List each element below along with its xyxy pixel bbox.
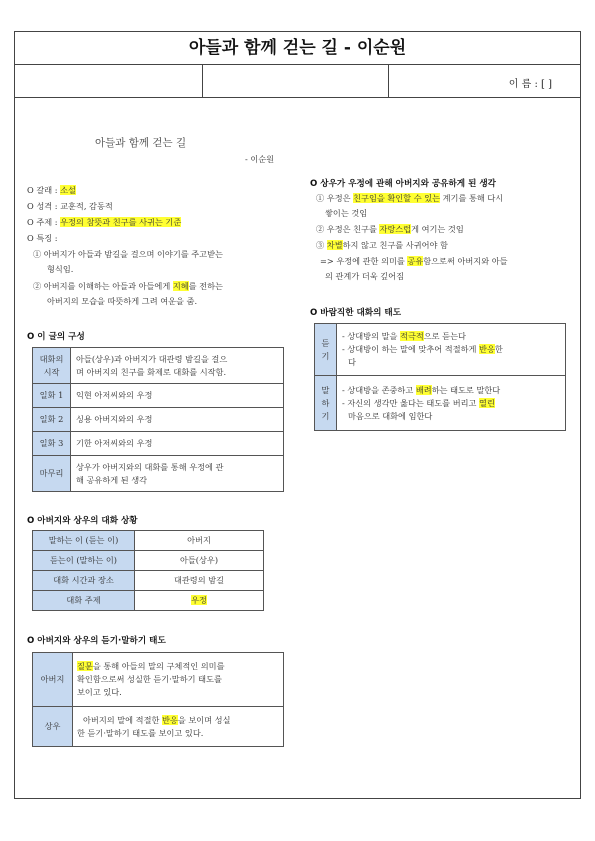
info-row <box>15 65 580 98</box>
situation-table <box>32 530 264 611</box>
shared-line-1c: 쌓이는 것임 <box>325 208 368 218</box>
manner-label-speak: 말 하 기 <box>315 376 337 431</box>
structure-label: 일화 3 <box>33 432 71 456</box>
situation-value: 우정 <box>135 591 264 611</box>
situation-label: 말하는 이 (듣는 이) <box>33 531 135 551</box>
structure-text: 기한 아저씨와의 우정 <box>71 432 284 456</box>
structure-table <box>32 347 284 492</box>
attitude-son-text: 아버지의 말에 적절한 반응을 보이며 성실 한 듣기·말하기 태도를 보이고 있다. <box>73 707 284 747</box>
attitude-table <box>32 652 284 747</box>
structure-text: 아들(상우)과 아버지가 대관령 밤길을 걸으 며 아버지의 친구를 화제로 대화를 시작함. <box>71 348 284 384</box>
feature-1b: 형식임. <box>47 264 74 274</box>
shared-heading: O 상우가 우정에 관해 아버지와 공유하게 된 생각 <box>310 179 496 189</box>
theme-line: O 주제 : 우정의 참뜻과 친구를 사귀는 기준 <box>27 217 182 227</box>
attitude-father-text: 질문을 통해 아들의 말의 구체적인 의미를 확인함으로써 성실한 듣기·말하기 태도를 보이고 있다. <box>73 653 284 707</box>
structure-text: 익현 아저씨와의 우정 <box>71 384 284 408</box>
info-cell-1 <box>15 65 203 97</box>
manner-table <box>314 323 566 431</box>
situation-label: 대화 시간과 장소 <box>33 571 135 591</box>
situation-label: 대화 주제 <box>33 591 135 611</box>
page-title: 아들과 함께 걷는 길 - 이순원 <box>15 32 580 65</box>
manner-speak-text: - 상대방을 존중하고 배려하는 태도로 말한다 - 자신의 생각만 옳다는 태도를 버리고 열린 마음으로 대화에 임한다 <box>337 376 566 431</box>
features-label: O 특징 : <box>27 233 58 243</box>
shared-line-2: ② 우정은 친구를 자랑스럽게 여기는 것임 <box>316 224 464 234</box>
structure-label: 마무리 <box>33 456 71 492</box>
structure-text: 싱용 아버지와의 우정 <box>71 408 284 432</box>
name-field-label: 이 름 : [ ] <box>508 79 552 90</box>
shared-line-1: ① 우정은 친구임을 확인할 수 있는 계기를 통해 다시 <box>316 193 504 203</box>
manner-listen-text: - 상대방의 말을 적극적으로 듣는다 - 상대방이 하는 말에 맞추어 적절하게 반응한 다 <box>337 324 566 376</box>
situation-value: 아들(상우) <box>135 551 264 571</box>
structure-label: 일화 2 <box>33 408 71 432</box>
shared-line-4: => 우정에 관한 의미를 공유함으로써 아버지와 아들 <box>320 256 508 266</box>
attitude-label-son: 상우 <box>33 707 73 747</box>
attitude-heading: O 아버지와 상우의 듣기·말하기 태도 <box>27 636 166 646</box>
feature-2d: 아버지의 모습을 따뜻하게 그려 여운을 줌. <box>47 296 198 306</box>
shared-line-4c: 의 관계가 더욱 깊어짐 <box>325 271 404 281</box>
situation-value: 대관령의 밤길 <box>135 571 264 591</box>
info-cell-2 <box>203 65 389 97</box>
manner-label-listen: 듣 기 <box>315 324 337 376</box>
situation-label: 듣는이 (말하는 이) <box>33 551 135 571</box>
doc-title: 아들과 함께 걷는 길 <box>95 137 187 149</box>
manner-heading: O 바람직한 대화의 태도 <box>310 308 401 318</box>
structure-label: 일화 1 <box>33 384 71 408</box>
feature-2: ② 아버지를 이해하는 아들과 아들에게 지혜를 전하는 <box>33 281 223 291</box>
situation-value: 아버지 <box>135 531 264 551</box>
structure-heading: O 이 글의 구성 <box>27 332 85 342</box>
doc-author: - 이순원 <box>245 154 275 164</box>
situation-heading: O 아버지와 상우의 대화 상황 <box>27 516 138 526</box>
nature-line: O 성격 : 교훈적, 감동적 <box>27 201 113 211</box>
attitude-label-father: 아버지 <box>33 653 73 707</box>
genre-line: O 갈래 : 소설 <box>27 185 76 195</box>
structure-label: 대화의 시작 <box>33 348 71 384</box>
structure-text: 상우가 아버지와의 대화를 통해 우정에 관 해 공유하게 된 생각 <box>71 456 284 492</box>
shared-line-3: ③ 차별하지 않고 친구를 사귀어야 함 <box>316 240 448 250</box>
feature-1a: ① 아버지가 아들과 밤길을 걸으며 이야기를 주고받는 <box>33 249 223 259</box>
